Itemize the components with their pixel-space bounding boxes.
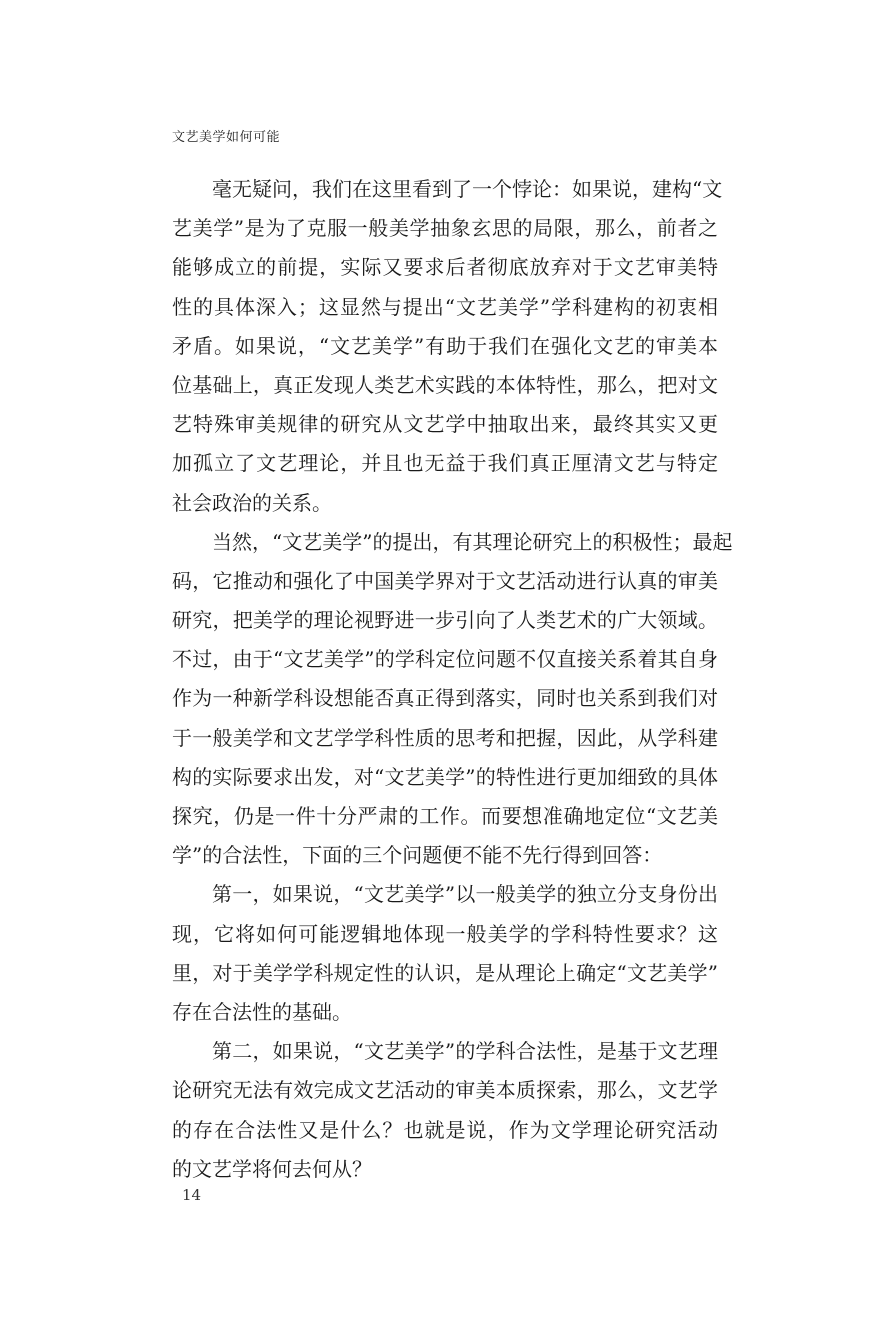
text-line: 艺美学”是为了克服一般美学抽象玄思的局限，那么，前者之 [172,216,718,241]
text-line: 不过，由于“文艺美学”的学科定位问题不仅直接关系着其自身 [172,647,718,672]
text-line: 论研究无法有效完成文艺活动的审美本质探索，那么，文艺学 [172,1078,718,1103]
text-line: 艺特殊审美规律的研究从文艺学中抽取出来，最终其实又更 [172,412,718,437]
paragraph [172,523,733,876]
body-text [172,170,733,1189]
text-line: 的存在合法性又是什么？也就是说，作为文学理论研究活动 [172,1117,718,1142]
text-line: 学”的合法性，下面的三个问题便不能不先行得到回答： [172,843,663,868]
paragraph [172,875,718,1032]
text-line: 毫无疑问，我们在这里看到了一个悖论：如果说，建构“文 [212,177,723,201]
text-line: 的文艺学将何去何从？ [172,1156,372,1181]
text-line: 性的具体深入；这显然与提出“文艺美学”学科建构的初衷相 [172,294,718,319]
text-line: 现，它将如何可能逻辑地体现一般美学的学科特性要求？这 [172,921,718,946]
page-number: 14 [182,1186,202,1204]
text-line: 探究，仍是一件十分严肃的工作。而要想准确地定位“文艺美 [172,804,718,828]
text-line: 里，对于美学学科规定性的认识，是从理论上确定“文艺美学” [172,960,718,985]
text-line: 于一般美学和文艺学学科性质的思考和把握，因此，从学科建 [172,725,718,750]
paragraph [172,1032,718,1189]
text-line: 存在合法性的基础。 [172,999,352,1024]
text-line: 研究，把美学的理论视野进一步引向了人类艺术的广大领域。 [172,608,718,633]
paragraph [172,170,723,523]
text-line: 作为一种新学科设想能否真正得到落实，同时也关系到我们对 [172,686,718,711]
text-line: 当然，“文艺美学”的提出，有其理论研究上的积极性；最起 [212,529,733,554]
text-line: 第一，如果说，“文艺美学”以一般美学的独立分支身份出 [212,882,718,907]
text-line: 码，它推动和强化了中国美学界对于文艺活动进行认真的审美 [172,568,718,593]
running-head: 文艺美学如何可能 [172,130,281,145]
text-line: 社会政治的关系。 [172,490,332,515]
text-line: 加孤立了文艺理论，并且也无益于我们真正厘清文艺与特定 [172,451,718,476]
text-line: 矛盾。如果说，“文艺美学”有助于我们在强化文艺的审美本 [172,333,718,358]
text-line: 第二，如果说，“文艺美学”的学科合法性，是基于文艺理 [212,1039,718,1064]
text-line: 构的实际要求出发，对“文艺美学”的特性进行更加细致的具体 [172,764,718,789]
text-line: 能够成立的前提，实际又要求后者彻底放弃对于文艺审美特 [172,255,718,280]
text-line: 位基础上，真正发现人类艺术实践的本体特性，那么，把对文 [172,372,718,397]
